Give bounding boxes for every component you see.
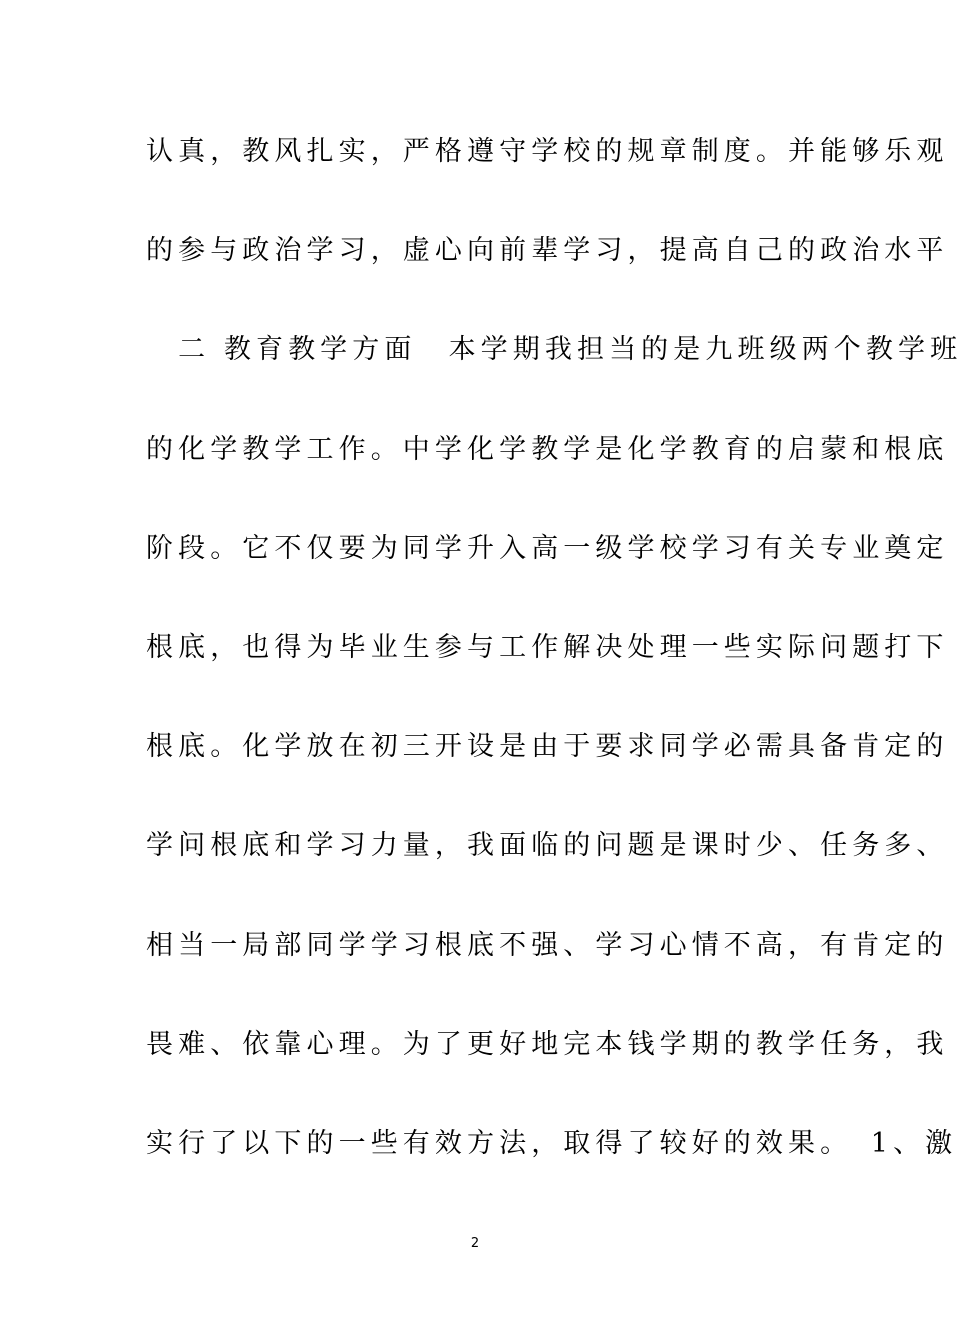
text-line-9: 相当一局部同学学习根底不强、学习心情不高，有肯定的 [146,929,949,961]
text-line-8: 学问根底和学习力量，我面临的问题是课时少、任务多、 [146,830,949,862]
text-line-3: 二 教育教学方面 本学期我担当的是九班级两个教学班 [146,334,962,366]
text-line-11: 实行了以下的一些有效方法，取得了较好的效果。 1、激 [146,1127,958,1159]
text-line-7: 根底。化学放在初三开设是由于要求同学必需具备肯定的 [146,731,949,763]
body-text [146,124,962,1215]
text-line-2: 的参与政治学习，虚心向前辈学习，提高自己的政治水平 [146,235,949,267]
text-line-4: 的化学教学工作。中学化学教学是化学教育的启蒙和根底 [146,433,949,465]
text-line-6: 根底，也得为毕业生参与工作解决处理一些实际问题打下 [146,631,949,663]
text-line-5: 阶段。它不仅要为同学升入高一级学校学习有关专业奠定 [146,532,949,564]
page-number: 2 [470,1236,480,1251]
text-line-10: 畏难、依靠心理。为了更好地完本钱学期的教学任务，我 [146,1028,949,1060]
text-line-1: 认真，教风扎实，严格遵守学校的规章制度。并能够乐观 [146,136,949,167]
